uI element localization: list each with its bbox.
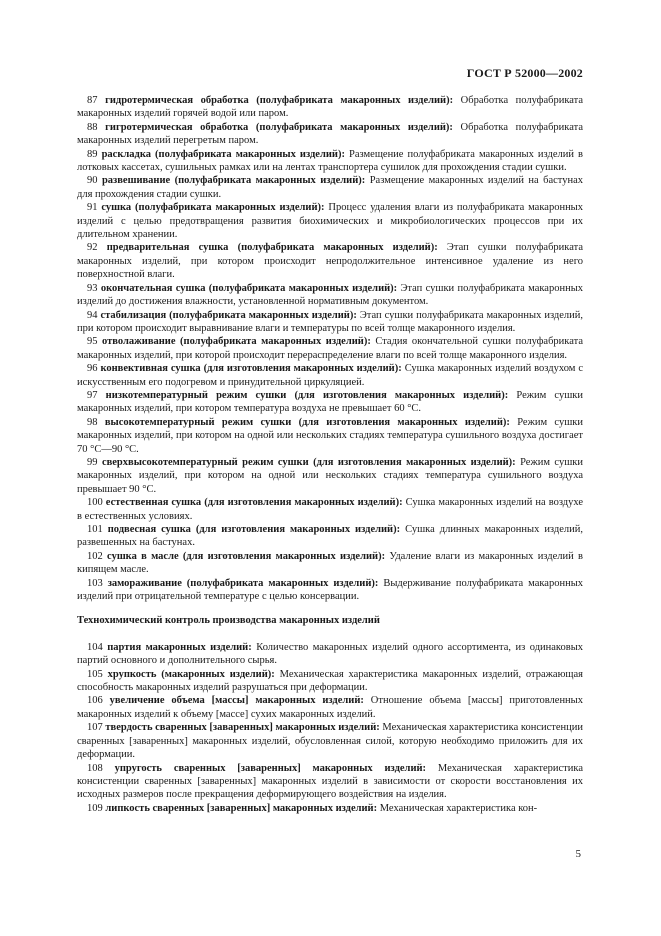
term-entry [77,694,583,721]
term-entry [77,201,583,241]
document-body [77,94,583,815]
term-number: 95 [87,336,98,348]
term-definition: Этап сушки полуфабриката макаронных изделий, при котором происходит выравнивание влаги и температуры по всей толще макаронного изделия. [77,309,584,334]
term-number: 87 [87,95,98,106]
term-definition: Размещение полуфабриката макаронных изделий в лотковых кассетах, сушильных рамках или на лентах транспортера сушилок для прохождения стадии сушки. [77,148,583,174]
term-number: 106 [87,695,103,707]
term-name: сушка в масле (для изготовления макаронных изделий): [107,550,386,562]
term-name: низкотемпературный режим сушки (для изготовления макаронных изделий): [105,389,509,401]
term-entry [77,241,583,281]
term-name: твердость сваренных [заваренных] макаронных изделий: [105,722,380,734]
term-name: конвективная сушка (для изготовления макаронных изделий): [100,363,402,375]
term-number: 104 [87,641,103,653]
term-definition: Этап сушки полуфабриката макаронных изделий, при котором происходит непродолжительное интенсивное удаление из него поверхностной влаги. [77,242,584,281]
term-entry [77,496,583,523]
term-entry [77,389,583,416]
term-name: липкость сваренных [заваренных] макаронных изделий: [105,802,378,814]
term-entry [77,148,583,175]
term-name: замораживание (полуфабриката макаронных изделий): [107,577,379,589]
term-number: 105 [87,668,103,680]
term-name: хрупкость (макаронных изделий): [107,668,275,680]
term-name: развешивание (полуфабриката макаронных изделий): [101,175,366,187]
term-definition: Отношение объема [массы] приготовленных макаронных изделий к объему [массе] сухих макаронных изделий. [77,695,583,720]
term-definition: Размещение макаронных изделий на бастунах для прохождения стадии сушки. [77,175,584,200]
term-entry [77,309,583,336]
term-definition: Удаление влаги из макаронных изделий в кипящем масле. [77,550,583,576]
term-name: гигротермическая обработка (полуфабриката макаронных изделий): [105,121,453,133]
term-list-control [77,641,583,815]
term-number: 90 [87,175,98,187]
term-number: 103 [87,577,103,589]
term-definition: Выдерживание полуфабриката макаронных изделий при отрицательной температуре с целью консервации. [77,577,583,603]
term-number: 96 [87,363,98,375]
term-name: отволаживание (полуфабриката макаронных изделий): [102,336,371,348]
term-definition: Режим сушки макаронных изделий, при котором на одной или нескольких стадиях температура сушильного воздуха превышает 90 °С. [77,456,584,495]
term-entry [77,121,583,148]
term-number: 102 [87,550,103,562]
term-definition: Обработка полуфабриката макаронных изделий перегретым паром. [77,121,583,147]
term-number: 109 [87,802,103,814]
term-definition: Этап сушки полуфабриката макаронных изделий до достижения влажности, установленной нормативным документом. [77,282,584,308]
term-entry [77,641,583,668]
term-number: 88 [87,121,98,133]
term-number: 101 [87,524,103,535]
term-definition: Механическая характеристика консистенции сваренных [заваренных] макаронных изделий, обусловленная силой, которую необходимо приложить для их деформации. [77,722,584,761]
term-entry [77,174,583,201]
term-definition: Сушка длинных макаронных изделий, развешенных на бастунах. [77,524,583,549]
term-definition: Режим сушки макаронных изделий, при котором на одной или нескольких стадиях температура сушильного воздуха достигает 70 °С—90 °С. [77,416,584,455]
term-name: гидротермическая обработка (полуфабриката макаронных изделий): [105,95,454,106]
term-name: стабилизация (полуфабриката макаронных изделий): [100,309,357,321]
term-definition: Режим сушки макаронных изделий, при котором температура воздуха не превышает 60 °С. [77,389,584,415]
term-entry [77,577,583,604]
term-definition: Стадия окончательной сушки полуфабриката макаронных изделий, при которой происходит перераспределение влаги по всей толще макаронного изделия. [77,336,583,361]
term-definition: Процесс удаления влаги из полуфабриката макаронных изделий с целью предотвращения развития биохимических и микробиологических процессов при их длительном хранении. [77,202,583,241]
term-name: подвесная сушка (для изготовления макаронных изделий): [107,524,401,535]
term-name: партия макаронных изделий: [107,641,252,653]
term-entry [77,94,583,121]
term-name: упругость сваренных [заваренных] макаронных изделий: [114,762,427,774]
term-entry [77,335,583,362]
term-list-drying [77,94,583,603]
term-number: 91 [87,202,98,214]
term-number: 89 [87,148,98,160]
term-entry [77,282,583,309]
term-definition: Количество макаронных изделий одного ассортимента, из одинаковых партий основного и дополнительного сырья. [77,641,584,667]
term-definition: Обработка полуфабриката макаронных изделий горячей водой или паром. [77,95,584,120]
term-name: сверхвысокотемпературный режим сушки (для изготовления макаронных изделий): [101,456,516,468]
term-entry [77,523,583,550]
term-name: увеличение объема [массы] макаронных изделий: [109,695,364,707]
term-definition: Механическая характеристика кон- [379,802,538,814]
term-entry [77,416,583,456]
term-entry [77,721,583,761]
page-number: 5 [575,848,581,860]
term-definition: Механическая характеристика консистенции сваренных [заваренных] макаронных изделий в зависимости от скорости восстановления их исходных размеров после прекращения деформирующего воздействия на изделия. [77,762,583,801]
term-number: 93 [87,282,98,294]
term-definition: Сушка макаронных изделий воздухом с искусственным его подогревом и принудительной циркуляцией. [77,363,584,388]
term-name: предварительная сушка (полуфабриката макаронных изделий): [106,242,438,254]
term-number: 98 [87,416,98,428]
term-name: окончательная сушка (полуфабриката макаронных изделий): [100,282,398,294]
term-name: высокотемпературный режим сушки (для изготовления макаронных изделий): [104,416,510,428]
term-entry [77,762,583,802]
term-number: 108 [87,762,103,774]
term-number: 92 [87,242,98,254]
section-title: Технохимический контроль производства макаронных изделий [77,615,380,627]
term-entry [77,668,583,695]
term-number: 94 [87,309,98,321]
term-entry [77,456,583,496]
term-name: раскладка (полуфабриката макаронных изделий): [101,148,345,160]
term-name: сушка (полуфабриката макаронных изделий): [101,202,325,214]
term-definition: Механическая характеристика макаронных изделий, отражающая способность макаронных изделий разрушаться при деформации. [77,668,584,694]
term-number: 100 [87,497,103,509]
term-number: 107 [87,722,103,734]
term-entry [77,550,583,577]
term-entry [77,802,583,815]
term-definition: Сушка макаронных изделий на воздухе в естественных условиях. [77,497,584,522]
term-entry [77,362,583,389]
term-number: 99 [87,456,98,468]
term-name: естественная сушка (для изготовления макаронных изделий): [105,497,403,509]
term-number: 97 [87,389,98,401]
document-code: ГОСТ Р 52000—2002 [466,66,583,80]
